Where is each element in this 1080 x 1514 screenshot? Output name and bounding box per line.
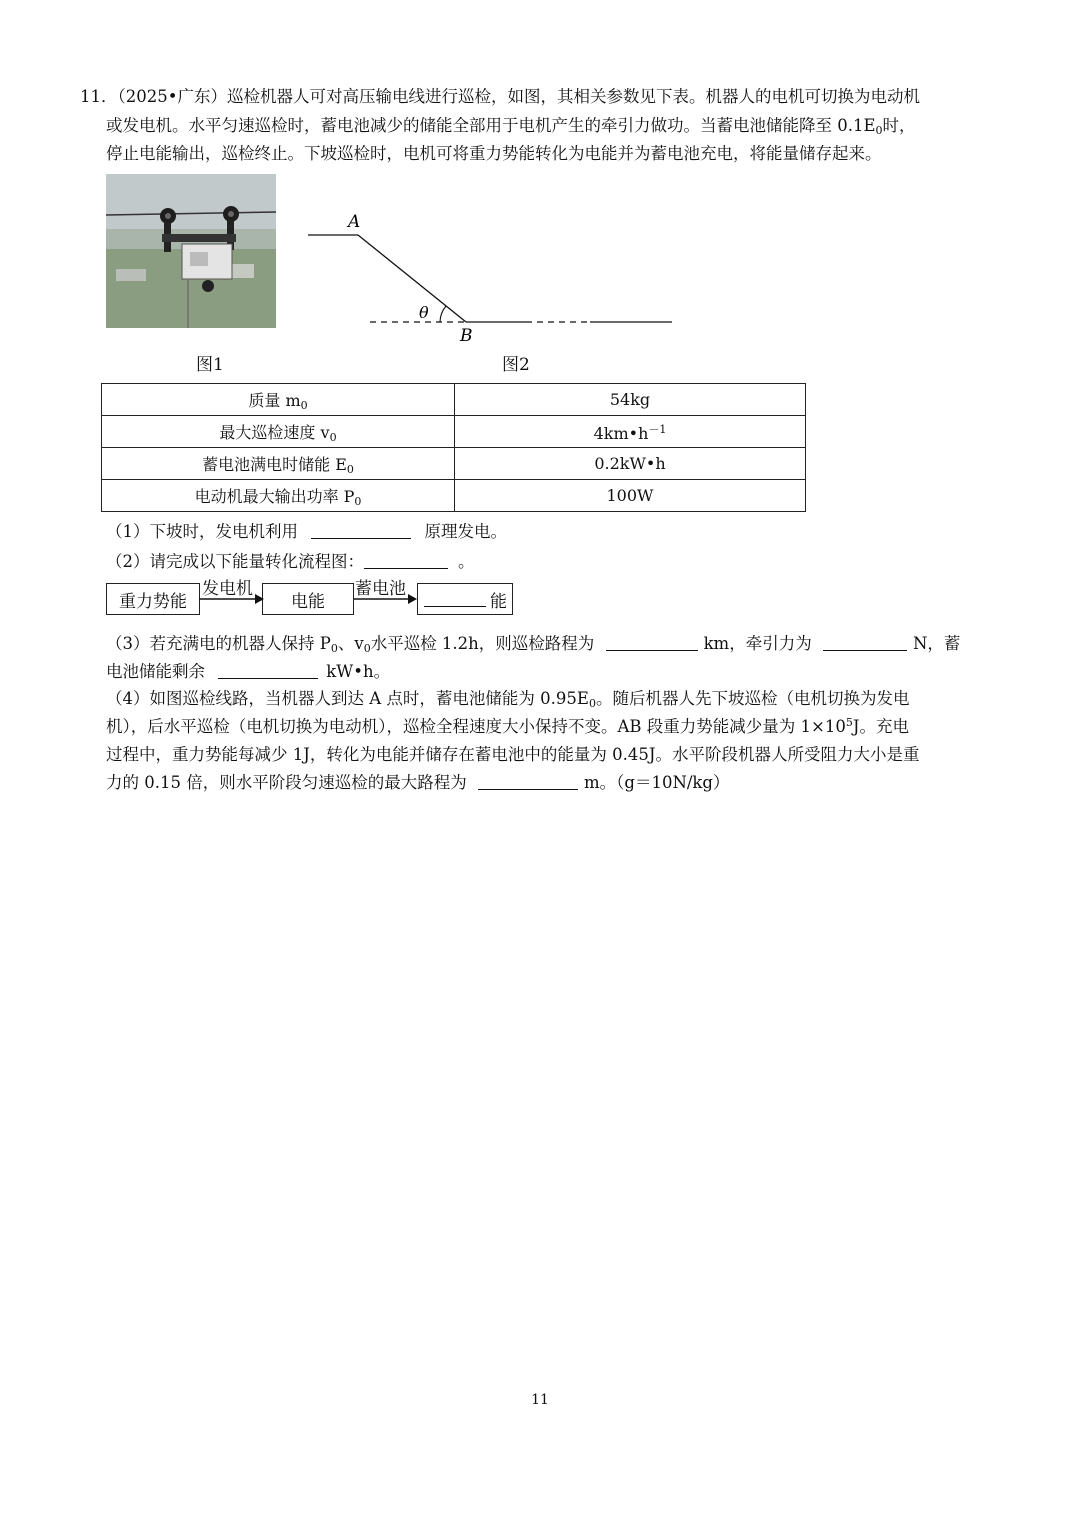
answer-blank[interactable] [478, 775, 578, 790]
q1-line [106, 518, 507, 542]
slope-line [358, 235, 466, 322]
flow-box-electric-energy [262, 583, 354, 615]
parameter-table [101, 383, 806, 512]
q3-line-2 [106, 658, 390, 682]
angle-arc [440, 306, 446, 322]
q4-line-4 [106, 769, 730, 793]
q3-text: km，牵引力为 [703, 634, 812, 653]
table-row [102, 416, 806, 448]
table-cell-value [455, 416, 806, 448]
answer-blank[interactable] [823, 636, 907, 651]
q3-text: （3）若充满电的机器人保持 P [106, 634, 331, 653]
robot-photo-drawing [106, 174, 276, 328]
table-cell-label [102, 416, 455, 448]
intro-line-2-end: 时， [882, 116, 916, 135]
robot-photo [106, 174, 276, 328]
slope-diagram [300, 205, 720, 345]
row-value: 54kg [609, 390, 651, 409]
table-cell-value [455, 448, 806, 480]
subscript: 0 [330, 642, 338, 655]
superscript: 5 [845, 716, 853, 729]
answer-blank[interactable] [311, 524, 411, 539]
q4-line-3 [106, 741, 919, 765]
q1-text: （1）下坡时，发电机利用 [106, 522, 298, 541]
q2-text: （2）请完成以下能量转化流程图： [106, 552, 364, 571]
flow-arrow-1 [199, 592, 265, 606]
q4-text: 过程中，重力势能每减少 1J，转化为电能并储存在蓄电池中的能量为 0.45J。水平阶段机器人所受阻力大小是重 [106, 745, 920, 764]
row-label: 质量 m [248, 390, 301, 410]
q3-text: 、v [337, 634, 364, 653]
q4-line-1 [106, 685, 909, 710]
row-label: 蓄电池满电时储能 E [202, 454, 347, 474]
intro-line-1: 巡检机器人可对高压输电线进行巡检，如图，其相关参数见下表。机器人的电机可切换为电动机 [226, 87, 920, 106]
flow-arrow-label-battery: 蓄电池 [355, 579, 406, 599]
table-row [102, 480, 806, 512]
q3-text: 水平巡检 1.2h，则巡检路程为 [370, 634, 595, 653]
q3-line-1 [106, 630, 960, 655]
subscript: 0 [346, 462, 354, 476]
q4-text: 机），后水平巡检（电机切换为电动机），巡检全程速度大小保持不变。AB 段重力势能减少量为 1×10 [106, 717, 846, 736]
table-cell-label [102, 480, 455, 512]
q4-line-2 [106, 713, 909, 737]
subscript: 0 [588, 697, 596, 710]
q4-text: m。（g＝10N/kg） [583, 773, 730, 792]
q4-text: 力的 0.15 倍，则水平阶段匀速巡检的最大路程为 [106, 773, 467, 792]
q4-text: （4）如图巡检线路，当机器人到达 A 点时，蓄电池储能为 0.95E [106, 689, 589, 708]
point-a-label: A [348, 212, 361, 232]
flow-box-unknown-energy [417, 583, 513, 615]
flow-arrow-label-generator: 发电机 [202, 579, 253, 599]
question-line-3 [106, 140, 882, 164]
q4-text: 。随后机器人先下坡巡检（电机切换为发电 [595, 689, 910, 708]
flow-box-gravitational-energy [106, 583, 200, 615]
subscript: 0 [329, 430, 337, 444]
flow-box-label: 电能 [291, 591, 325, 612]
question-line-1 [80, 83, 920, 107]
q3-text: kW•h。 [326, 662, 391, 681]
row-label: 最大巡检速度 v [219, 422, 330, 442]
q3-text: N，蓄 [912, 634, 961, 653]
intro-line-2: 或发电机。水平匀速巡检时，蓄电池减少的储能全部用于电机产生的牵引力做功。当蓄电池储能降至 0.1E [106, 116, 876, 135]
table-cell-label [102, 448, 455, 480]
answer-blank[interactable] [218, 664, 318, 679]
table-row [102, 384, 806, 416]
superscript: －1 [648, 422, 667, 436]
figure-1-caption: 图1 [196, 355, 224, 375]
angle-theta-label: θ [419, 303, 429, 322]
q3-text: 电池储能剩余 [106, 662, 205, 681]
subscript: 0 [354, 494, 362, 508]
row-value: 0.2kW•h [594, 454, 666, 473]
page-number: 11 [531, 1392, 549, 1408]
answer-blank[interactable] [364, 554, 448, 569]
table-row [102, 448, 806, 480]
question-line-2 [106, 112, 916, 137]
row-value: 4km•h [593, 423, 649, 443]
answer-blank[interactable] [424, 592, 486, 607]
point-b-label: B [460, 326, 473, 345]
row-value: 100W [606, 486, 654, 505]
table-cell-value [455, 480, 806, 512]
q1-text-end: 原理发电。 [424, 522, 507, 541]
subscript: 0 [300, 398, 308, 412]
q2-text-end: 。 [458, 552, 475, 571]
q2-line [106, 548, 475, 572]
flow-arrow-2 [354, 592, 418, 606]
row-label: 电动机最大输出功率 P [194, 486, 355, 506]
subscript: 0 [363, 642, 371, 655]
table-cell-value [455, 384, 806, 416]
flow-box-label: 重力势能 [119, 591, 187, 612]
subscript: 0 [875, 124, 883, 137]
figure-2-caption: 图2 [502, 355, 530, 375]
question-source: （2025•广东） [117, 87, 227, 106]
answer-blank[interactable] [606, 636, 698, 651]
flow-box-label: 能 [490, 591, 507, 612]
q4-text: J。充电 [852, 717, 909, 736]
question-number: 11． [80, 87, 118, 106]
table-cell-label [102, 384, 455, 416]
intro-line-3: 停止电能输出，巡检终止。下坡巡检时，电机可将重力势能转化为电能并为蓄电池充电，将能量储存起来。 [106, 144, 882, 163]
